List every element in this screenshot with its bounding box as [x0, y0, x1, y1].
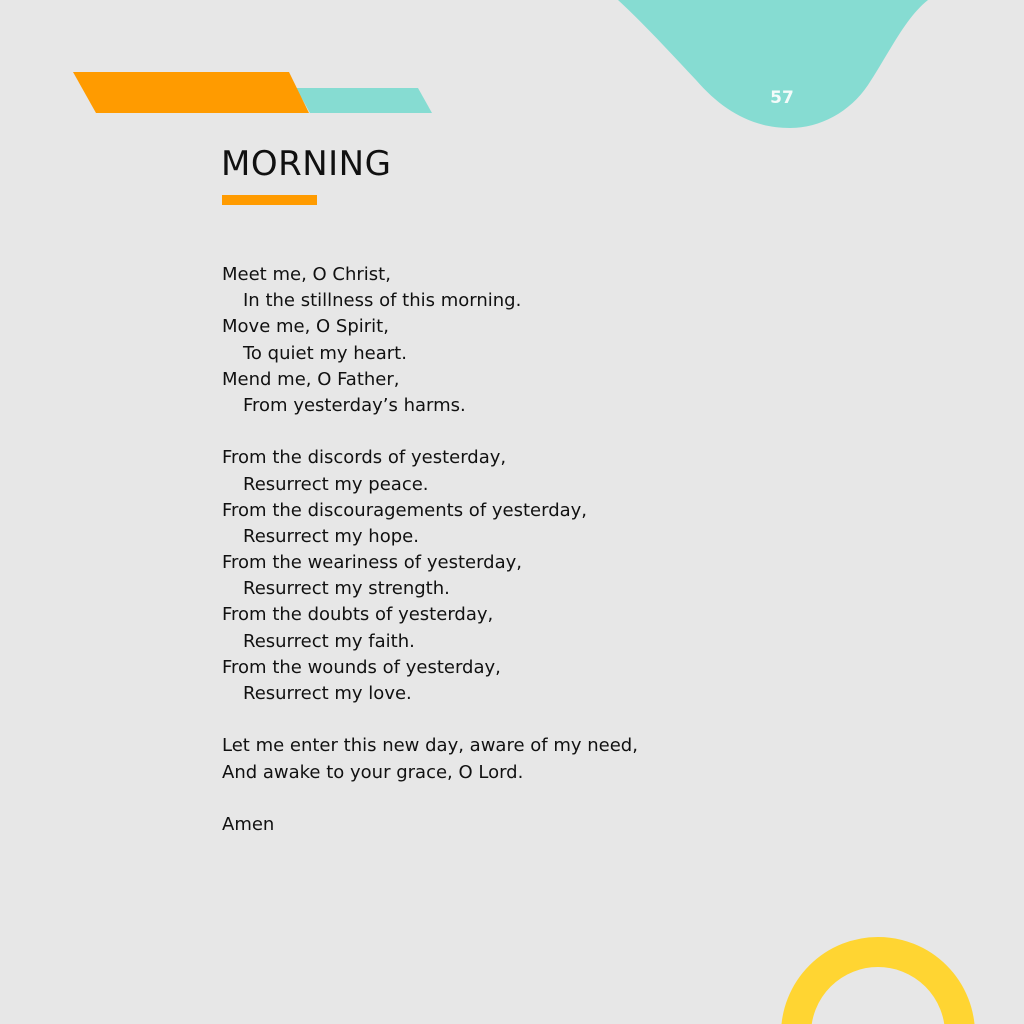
poem-line: Let me enter this new day, aware of my need,	[222, 735, 638, 757]
poem-line: Resurrect my strength.	[243, 578, 450, 600]
poem-line: From the wounds of yesterday,	[222, 656, 501, 678]
stanza-break	[222, 786, 782, 812]
poem-line: Resurrect my faith.	[243, 630, 415, 652]
poem-line: Mend me, O Father,	[222, 368, 400, 390]
poem-line: In the stillness of this morning.	[243, 290, 522, 312]
poem-line: Resurrect my peace.	[243, 473, 429, 495]
teal-wave-shape	[618, 0, 928, 128]
poem-line: From the discords of yesterday,	[222, 447, 507, 469]
stanza-break	[222, 419, 782, 445]
stanza-break	[222, 707, 782, 733]
orange-stripe-shape	[73, 72, 309, 113]
poem-line: From yesterday’s harms.	[243, 394, 466, 416]
page-title: MORNING	[221, 144, 392, 184]
poem-line: Move me, O Spirit,	[222, 316, 389, 338]
poem-line: From the discouragements of yesterday,	[222, 499, 588, 521]
poem-line: Meet me, O Christ,	[222, 264, 391, 285]
teal-stripe-shape	[296, 88, 432, 113]
poem-closing: Amen	[222, 813, 275, 835]
poem-line: From the weariness of yesterday,	[222, 552, 522, 574]
poem-line: To quiet my heart.	[243, 342, 407, 364]
yellow-ring-shape	[796, 952, 960, 1024]
poem-line: From the doubts of yesterday,	[222, 604, 494, 626]
poem-line: Resurrect my hope.	[243, 525, 419, 547]
page-number: 57	[770, 88, 794, 108]
poem-line: Resurrect my love.	[243, 683, 412, 704]
poem-line: And awake to your grace, O Lord.	[222, 761, 524, 783]
title-underline	[222, 195, 317, 205]
poem	[222, 262, 782, 838]
